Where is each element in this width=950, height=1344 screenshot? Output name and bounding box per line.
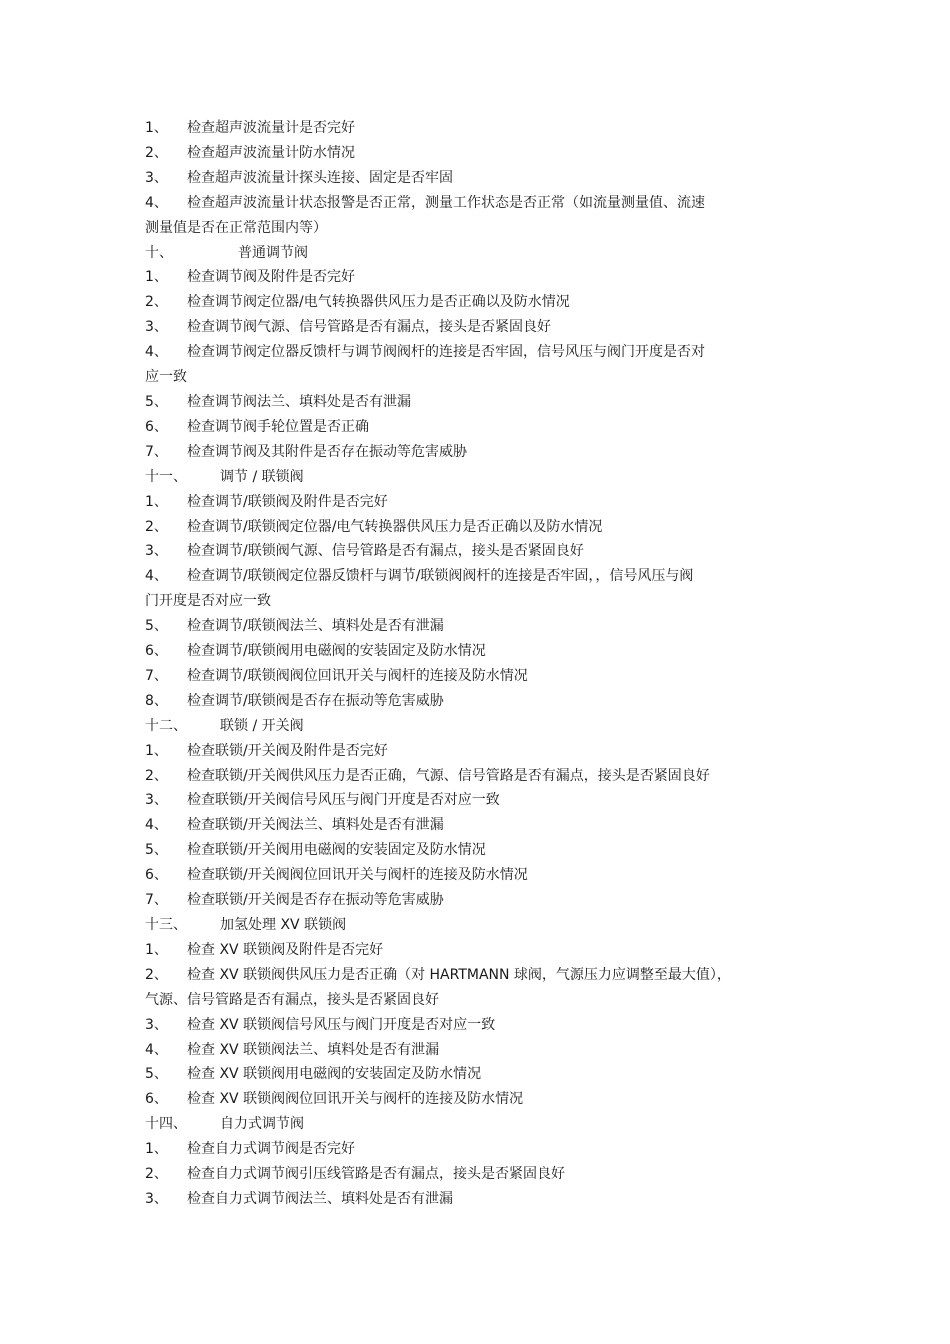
- list-item: [145, 141, 810, 166]
- item-text: 检查调节/联锁阀定位器反馈杆与调节/联锁阀阀杆的连接是否牢固，，信号风压与阀: [187, 568, 694, 585]
- item-number: 3、: [145, 169, 168, 186]
- list-item: [145, 440, 810, 465]
- section-title: 普通调节阀: [238, 244, 308, 261]
- item-number: 3、: [145, 543, 168, 560]
- item-number: 3、: [145, 1016, 168, 1033]
- item-number: 6、: [145, 418, 168, 435]
- list-item: [145, 963, 810, 988]
- item-number: 8、: [145, 692, 168, 709]
- item-number: 1、: [145, 269, 168, 286]
- item-text-continuation: 应一致: [145, 369, 187, 386]
- item-number: 1、: [145, 120, 168, 136]
- item-text: 检查 XV 联锁阀供风压力是否正确（对 HARTMANN 球阀，气源压力应调整至最大值），: [187, 966, 731, 983]
- section-number: 十一、: [145, 468, 187, 485]
- item-text-continuation: 气源、信号管路是否有漏点，接头是否紧固良好: [145, 991, 439, 1008]
- item-text: 检查调节/联锁阀气源、信号管路是否有漏点，接头是否紧固良好: [187, 543, 584, 560]
- item-number: 2、: [145, 1166, 168, 1183]
- list-item: [145, 1162, 810, 1187]
- list-item: [145, 639, 810, 664]
- item-text: 检查 XV 联锁阀法兰、填料处是否有泄漏: [187, 1041, 440, 1058]
- item-number: 4、: [145, 568, 168, 585]
- section-number: 十四、: [145, 1116, 187, 1133]
- item-number: 2、: [145, 966, 168, 983]
- item-number: 6、: [145, 1091, 168, 1108]
- section-heading: [145, 714, 810, 739]
- item-text: 检查联锁/开关阀信号风压与阀门开度是否对应一致: [187, 792, 500, 809]
- list-item: [145, 614, 810, 639]
- item-number: 1、: [145, 1141, 168, 1158]
- list-item: [145, 739, 810, 764]
- item-text: 检查调节阀及其附件是否存在振动等危害威胁: [187, 443, 467, 460]
- list-item: [145, 340, 810, 365]
- list-item: [145, 515, 810, 540]
- list-item: [145, 888, 810, 913]
- list-item: [145, 1038, 810, 1063]
- item-text: 检查联锁/开关阀法兰、填料处是否有泄漏: [187, 817, 444, 834]
- section-title: 联锁 / 开关阀: [220, 717, 304, 734]
- item-text: 检查联锁/开关阀是否存在振动等危害威胁: [187, 892, 444, 909]
- item-number: 6、: [145, 867, 168, 884]
- item-number: 3、: [145, 319, 168, 336]
- item-text: 检查调节/联锁阀用电磁阀的安装固定及防水情况: [187, 643, 486, 660]
- item-text: 检查 XV 联锁阀阀位回讯开关与阀杆的连接及防水情况: [187, 1091, 524, 1108]
- list-item: [145, 1087, 810, 1112]
- item-text: 检查超声波流量计状态报警是否正常，测量工作状态是否正常（如流量测量值、流速: [187, 194, 705, 211]
- item-text: 检查调节阀法兰、填料处是否有泄漏: [187, 393, 411, 410]
- item-text-continuation: 门开度是否对应一致: [145, 593, 271, 610]
- list-item: [145, 315, 810, 340]
- item-number: 7、: [145, 443, 168, 460]
- list-item: [145, 539, 810, 564]
- item-text: 检查 XV 联锁阀用电磁阀的安装固定及防水情况: [187, 1066, 482, 1083]
- item-number: 4、: [145, 817, 168, 834]
- section-title: 调节 / 联锁阀: [220, 468, 304, 485]
- section-title: 加氢处理 XV 联锁阀: [220, 917, 347, 933]
- item-number: 3、: [145, 1190, 168, 1207]
- item-text: 检查调节/联锁阀是否存在振动等危害威胁: [187, 692, 444, 709]
- section-heading: [145, 241, 810, 266]
- item-text: 检查调节阀定位器/电气转换器供风压力是否正确以及防水情况: [187, 294, 570, 311]
- section-number: 十二、: [145, 717, 187, 734]
- list-item: [145, 390, 810, 415]
- item-number: 1、: [145, 941, 168, 958]
- item-text: 检查调节阀定位器反馈杆与调节阀阀杆的连接是否牢固，信号风压与阀门开度是否对: [187, 344, 705, 361]
- item-text: 检查 XV 联锁阀信号风压与阀门开度是否对应一致: [187, 1016, 496, 1033]
- item-text: 检查联锁/开关阀阀位回讯开关与阀杆的连接及防水情况: [187, 867, 528, 884]
- item-text: 检查调节/联锁阀法兰、填料处是否有泄漏: [187, 618, 444, 635]
- item-number: 3、: [145, 792, 168, 809]
- item-text: 检查自力式调节阀是否完好: [187, 1141, 355, 1158]
- item-number: 2、: [145, 294, 168, 311]
- item-text: 检查调节阀手轮位置是否正确: [187, 418, 369, 435]
- list-item: [145, 290, 810, 315]
- list-item: [145, 938, 810, 963]
- item-number: 2、: [145, 518, 168, 535]
- item-number: 7、: [145, 892, 168, 909]
- item-text: 检查调节阀气源、信号管路是否有漏点，接头是否紧固良好: [187, 319, 551, 336]
- item-number: 6、: [145, 643, 168, 660]
- item-text: 检查联锁/开关阀用电磁阀的安装固定及防水情况: [187, 842, 486, 859]
- item-text: 检查 XV 联锁阀及附件是否完好: [187, 941, 384, 958]
- list-item: [145, 116, 810, 141]
- item-number: 5、: [145, 842, 168, 859]
- list-item: [145, 1062, 810, 1087]
- item-number: 4、: [145, 194, 168, 211]
- list-item: [145, 1187, 810, 1212]
- item-text: 检查超声波流量计探头连接、固定是否牢固: [187, 169, 453, 186]
- item-text: 检查超声波流量计是否完好: [187, 120, 355, 136]
- list-item: [145, 415, 810, 440]
- item-number: 4、: [145, 344, 168, 361]
- list-item: [145, 863, 810, 888]
- section-title: 自力式调节阀: [220, 1116, 304, 1133]
- list-item: [145, 265, 810, 290]
- item-text: 检查联锁/开关阀供风压力是否正确，气源、信号管路是否有漏点，接头是否紧固良好: [187, 767, 710, 784]
- section-heading: [145, 1112, 810, 1137]
- list-item: [145, 788, 810, 813]
- item-number: 7、: [145, 667, 168, 684]
- section-heading: [145, 465, 810, 490]
- section-number: 十、: [145, 244, 173, 261]
- item-number: 1、: [145, 742, 168, 759]
- item-number: 5、: [145, 1066, 168, 1083]
- list-item: [145, 764, 810, 789]
- list-item: [145, 564, 810, 589]
- item-text: 检查调节/联锁阀阀位回讯开关与阀杆的连接及防水情况: [187, 667, 528, 684]
- item-text: 检查超声波流量计防水情况: [187, 144, 355, 161]
- item-number: 5、: [145, 618, 168, 635]
- list-item: [145, 838, 810, 863]
- item-number: 5、: [145, 393, 168, 410]
- item-number: 1、: [145, 493, 168, 510]
- item-number: 2、: [145, 144, 168, 161]
- list-item: [145, 166, 810, 191]
- list-item: [145, 664, 810, 689]
- section-number: 十三、: [145, 917, 187, 933]
- list-item: [145, 490, 810, 515]
- item-text: 检查调节/联锁阀及附件是否完好: [187, 493, 388, 510]
- item-number: 4、: [145, 1041, 168, 1058]
- list-item: [145, 689, 810, 714]
- item-text: 检查自力式调节阀法兰、填料处是否有泄漏: [187, 1190, 453, 1207]
- item-text: 检查自力式调节阀引压线管路是否有漏点，接头是否紧固良好: [187, 1166, 565, 1183]
- item-text: 检查联锁/开关阀及附件是否完好: [187, 742, 388, 759]
- list-item: [145, 1137, 810, 1162]
- document-body: [145, 116, 810, 1212]
- section-heading: [145, 913, 810, 938]
- list-item: [145, 1013, 810, 1038]
- list-item: [145, 191, 810, 216]
- item-number: 2、: [145, 767, 168, 784]
- list-item: [145, 813, 810, 838]
- item-text: 检查调节/联锁阀定位器/电气转换器供风压力是否正确以及防水情况: [187, 518, 603, 535]
- item-text: 检查调节阀及附件是否完好: [187, 269, 355, 286]
- item-text-continuation: 测量值是否在正常范围内等）: [145, 219, 327, 236]
